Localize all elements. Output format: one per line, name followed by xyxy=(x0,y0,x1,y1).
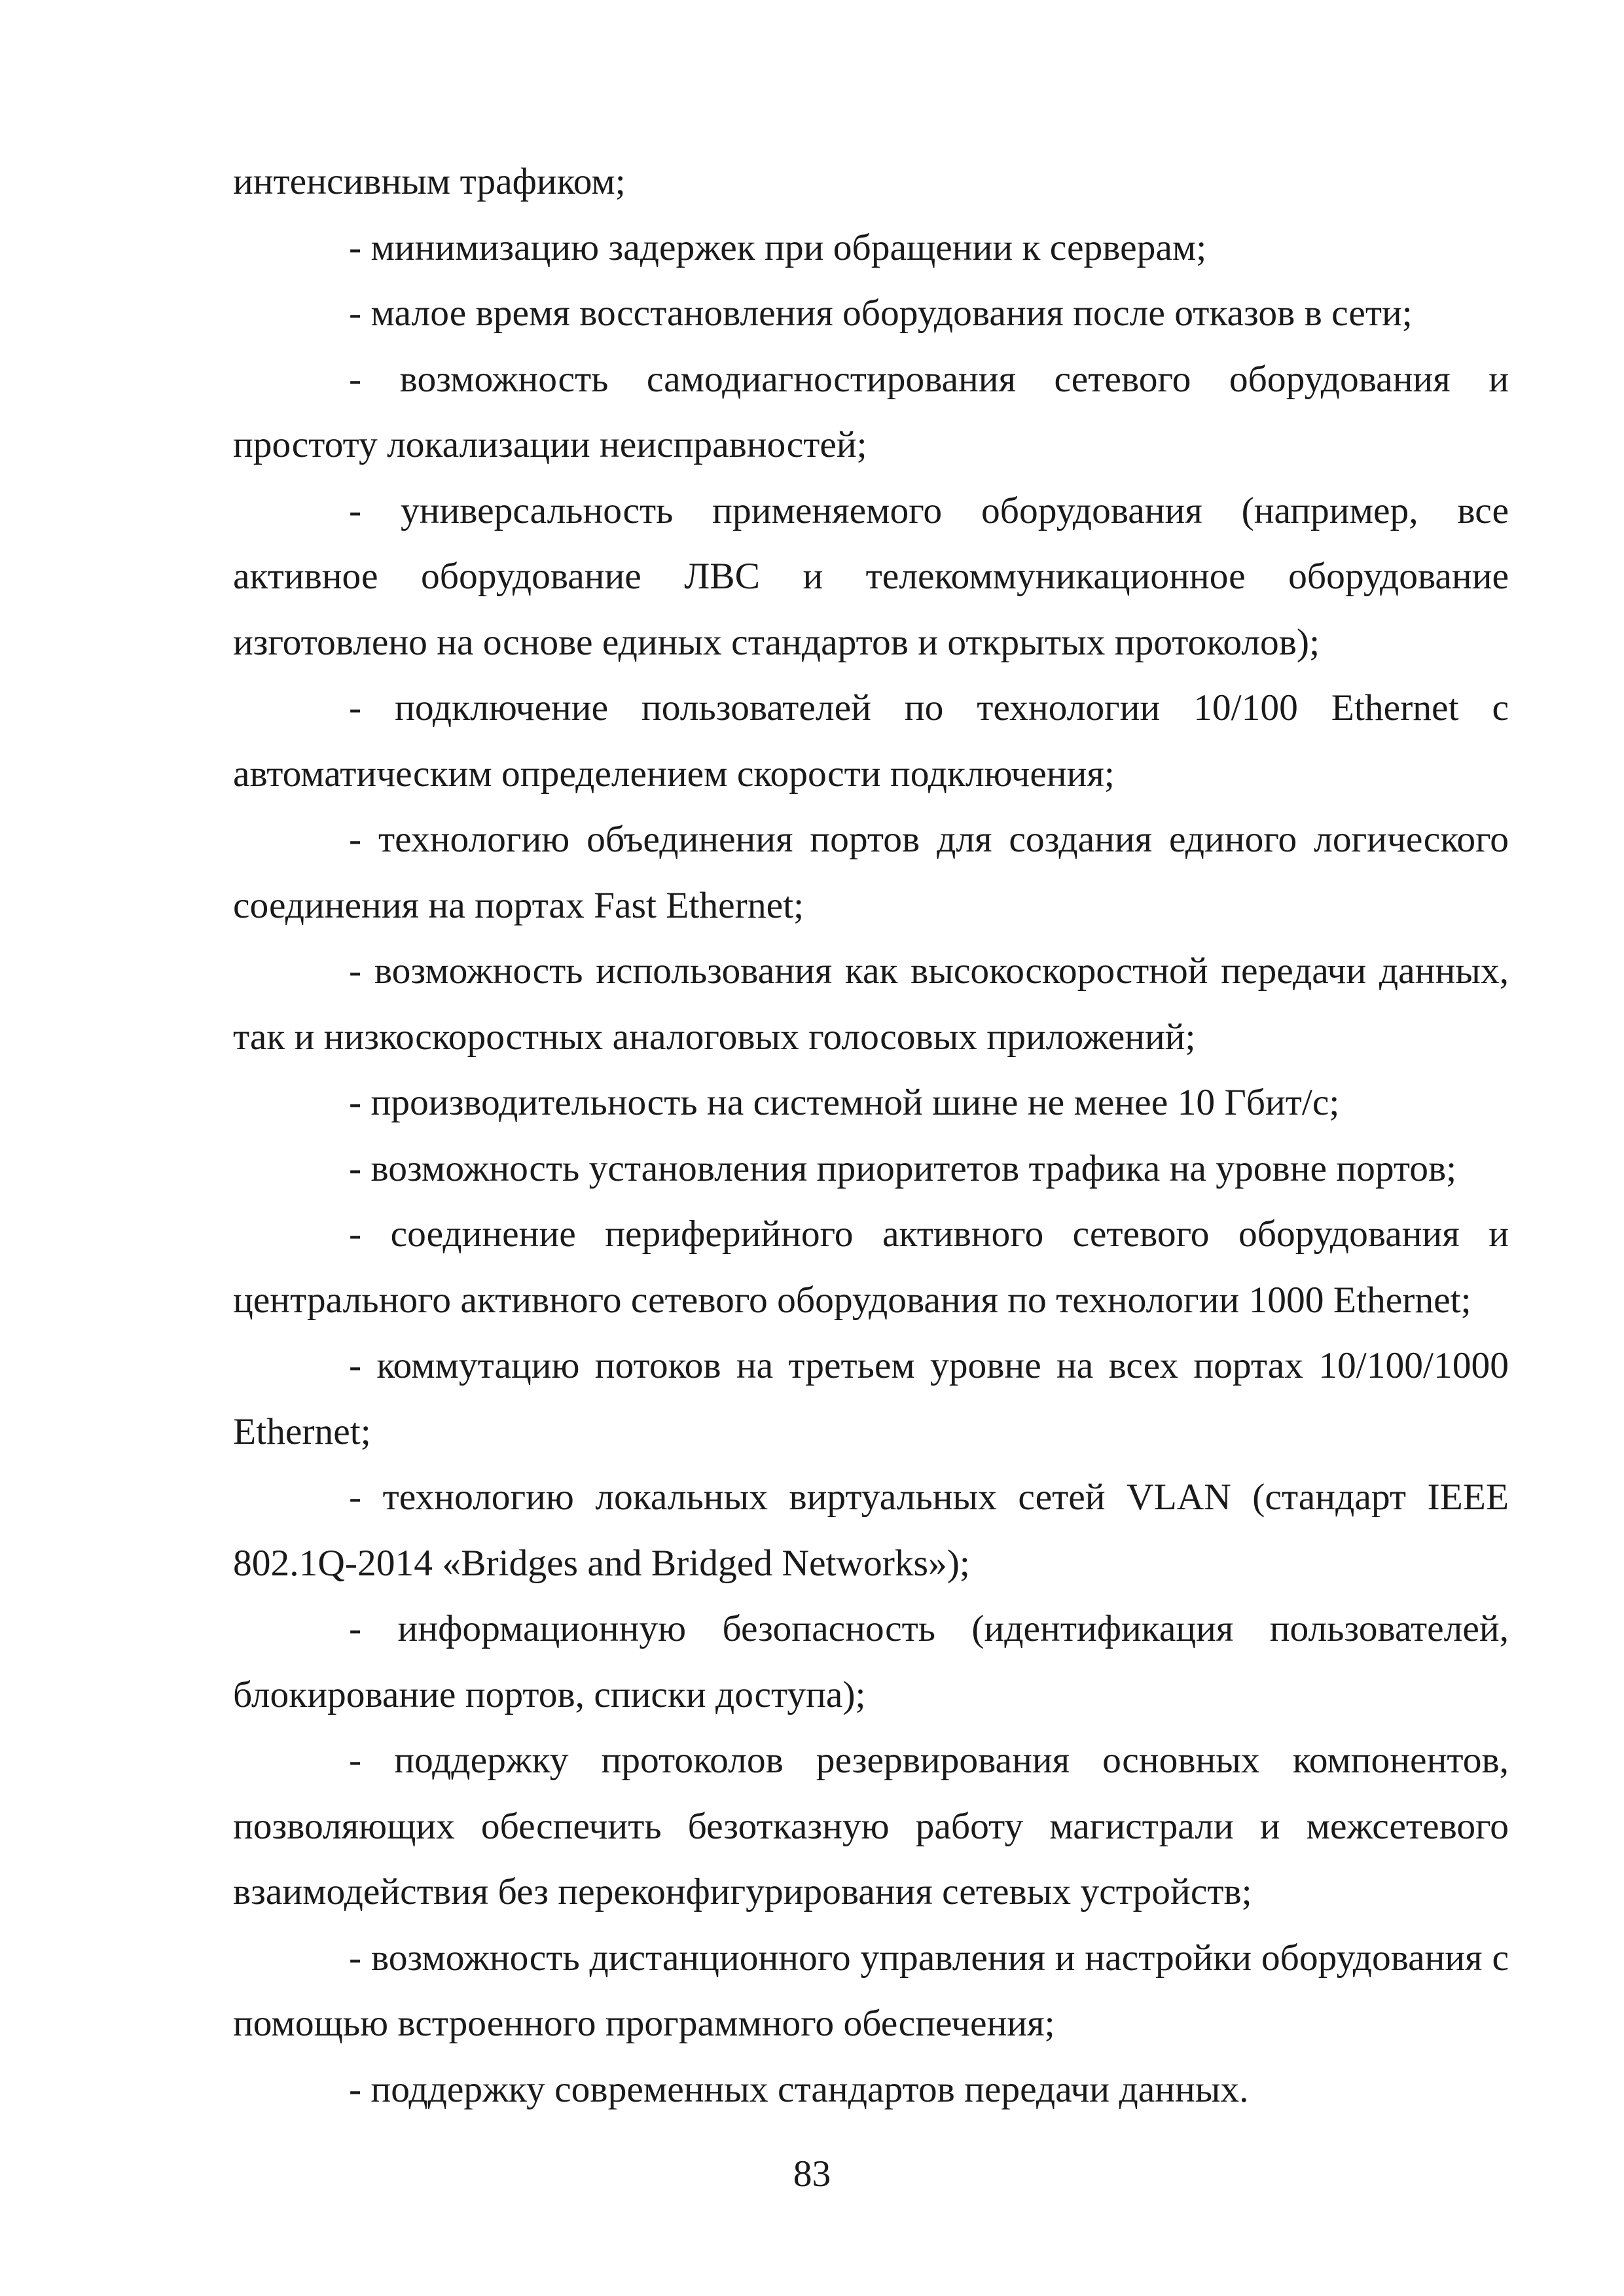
list-item-port-aggregation: - технологию объединения портов для создания единого логического соединения на портах Fast Ethernet; xyxy=(233,819,1509,926)
list-item-recovery-time: - малое время восстановления оборудования после отказов в сети; xyxy=(349,293,1413,334)
list-item-traffic-priority: - возможность установления приоритетов трафика на уровне портов; xyxy=(349,1147,1457,1189)
list-item-layer3-switching: - коммутацию потоков на третьем уровне на всех портах 10/100/1000 Ethernet; xyxy=(233,1345,1509,1452)
paragraph-continuation: интенсивным трафиком; xyxy=(233,161,626,202)
list-item-bus-performance: - производительность на системной шине не менее 10 Гбит/с; xyxy=(349,1082,1340,1123)
list-item-voice-applications: - возможность использования как высокоскоростной передачи данных, так и низкоскоростных аналоговых голосовых приложений; xyxy=(233,950,1509,1058)
list-item-server-latency: - минимизацию задержек при обращении к серверам; xyxy=(349,226,1207,268)
body-text xyxy=(233,149,1509,2123)
list-item-core-connection: - соединение периферийного активного сетевого оборудования и центрального активного сетевого оборудования по технологии 1000 Ethernet; xyxy=(233,1213,1509,1321)
list-item-universality: - универсальность применяемого оборудования (например, все активное оборудование ЛВС и телекоммуникационное оборудование изготовлено на основе единых стандартов и открытых протоколов); xyxy=(233,490,1509,663)
list-item-redundancy: - поддержку протоколов резервирования основных компонентов, позволяющих обеспечить безотказную работу магистрали и межсетевого взаимодействия без переконфигурирования сетевых устройств; xyxy=(233,1740,1509,1912)
list-item-standards: - поддержку современных стандартов передачи данных. xyxy=(349,2068,1249,2110)
list-item-remote-management: - возможность дистанционного управления и настройки оборудования с помощью встроенного программного обеспечения; xyxy=(233,1937,1509,2044)
list-item-vlan: - технологию локальных виртуальных сетей VLAN (стандарт IEEE 802.1Q-2014 «Bridges and Bridged Networks»); xyxy=(233,1477,1509,1584)
list-item-security: - информационную безопасность (идентификация пользователей, блокирование портов, списки доступа); xyxy=(233,1608,1509,1715)
list-item-user-connection: - подключение пользователей по технологии 10/100 Ethernet с автоматическим определением скорости подключения; xyxy=(233,687,1509,795)
page-number: 83 xyxy=(793,2153,831,2195)
list-item-self-diagnostics: - возможность самодиагностирования сетевого оборудования и простоту локализации неисправностей; xyxy=(233,358,1509,465)
